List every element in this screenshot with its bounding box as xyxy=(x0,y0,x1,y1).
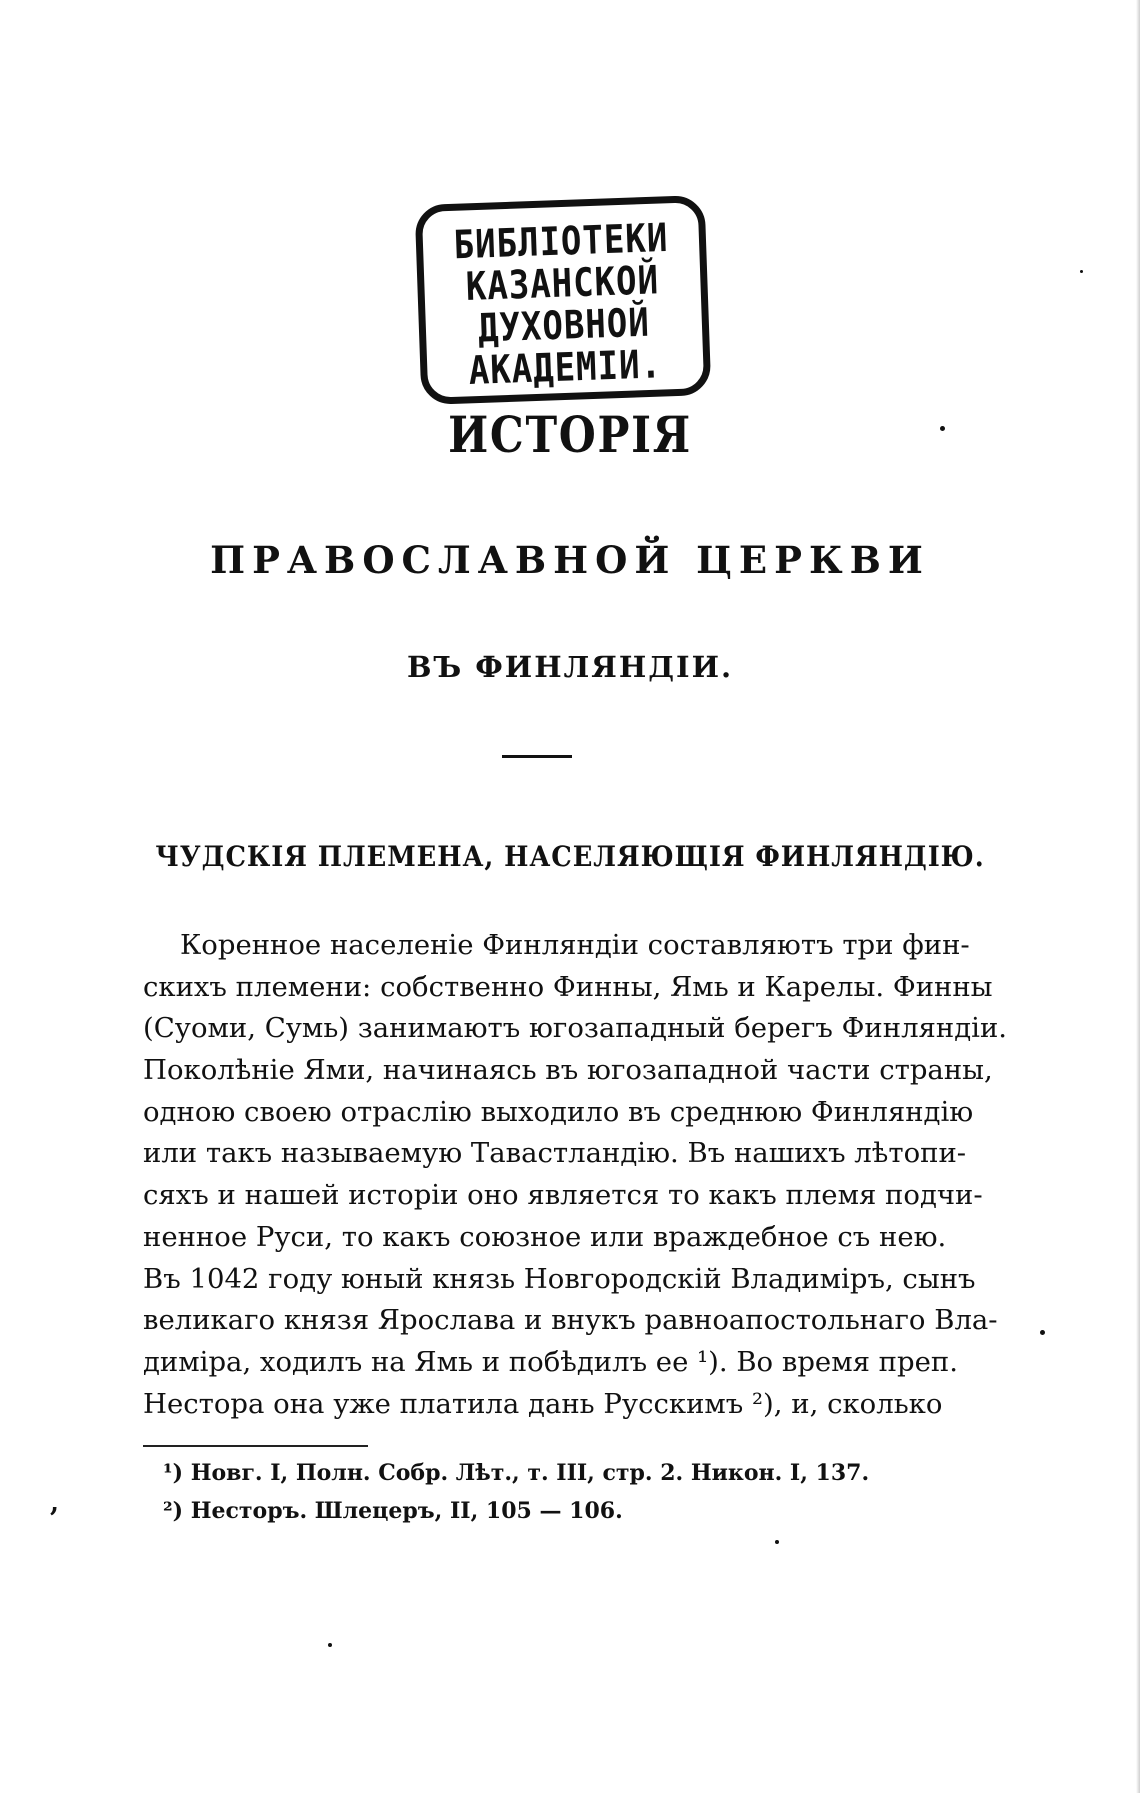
body-line: или такъ называемую Тавастландію. Въ нашихъ лѣтопи- xyxy=(143,1137,967,1170)
scan-speck xyxy=(328,1643,332,1647)
body-line: Въ 1042 году юный князь Новгородскій Владиміръ, сынъ xyxy=(143,1262,976,1295)
page-subtitle: ПРАВОСЛАВНОЙ ЦЕРКВИ xyxy=(210,538,930,582)
body-line: Коренное населеніе Финляндіи составляютъ три фин- xyxy=(180,929,970,961)
stamp-line: ДУХОВНОЙ xyxy=(477,300,651,352)
body-line: Нестора она уже платила дань Русскимъ ²), и, сколько xyxy=(143,1387,943,1420)
body-line: великаго князя Ярослава и внукъ равноапостольнаго Вла- xyxy=(143,1304,998,1337)
chapter-heading: ЧУДСКІЯ ПЛЕМЕНА, НАСЕЛЯЮЩІЯ ФИНЛЯНДІЮ. xyxy=(155,840,985,873)
stamp-line: АКАДЕМІИ. xyxy=(468,341,663,395)
body-line: диміра, ходилъ на Ямь и побѣдилъ ее ¹). Во время преп. xyxy=(143,1345,958,1378)
title-divider xyxy=(502,755,572,758)
footnote: ¹) Новг. I, Полн. Собр. Лѣт., т. III, стр. 2. Никон. I, 137. xyxy=(163,1460,870,1486)
body-line: Поколѣніе Ями, начинаясь въ югозападной части страны, xyxy=(143,1054,993,1087)
body-line: сяхъ и нашей исторіи оно является то какъ племя подчи- xyxy=(143,1179,983,1212)
body-line: ненное Руси, то какъ союзное или враждебное съ нею. xyxy=(143,1220,947,1253)
scan-speck xyxy=(775,1540,779,1544)
footnote-rule xyxy=(143,1445,368,1447)
body-line: (Суоми, Сумь) занимаютъ югозападный берегъ Финляндіи. xyxy=(143,1012,1008,1045)
page-subtitle-location: ВЪ ФИНЛЯНДІИ. xyxy=(406,650,734,684)
body-line: одною своею отраслію выходило въ среднюю Финляндію xyxy=(143,1095,974,1128)
page-edge xyxy=(1136,0,1140,1793)
stamp-line: КАЗАНСКОЙ xyxy=(465,257,660,311)
stamp-line: БИБЛІОТЕКИ xyxy=(452,215,670,269)
scan-speck xyxy=(1040,1330,1045,1335)
body-line: скихъ племени: собственно Финны, Ямь и Карелы. Финны xyxy=(143,970,993,1003)
page-title: ИСТОРІЯ xyxy=(448,405,692,464)
library-stamp xyxy=(415,195,712,405)
scan-speck xyxy=(940,426,945,431)
scan-mark: , xyxy=(50,1488,60,1518)
footnote: ²) Несторъ. Шлецеръ, II, 105 — 106. xyxy=(163,1498,623,1524)
body-text xyxy=(143,925,1008,1425)
footnotes xyxy=(143,1454,940,1530)
scan-speck xyxy=(1080,270,1083,273)
